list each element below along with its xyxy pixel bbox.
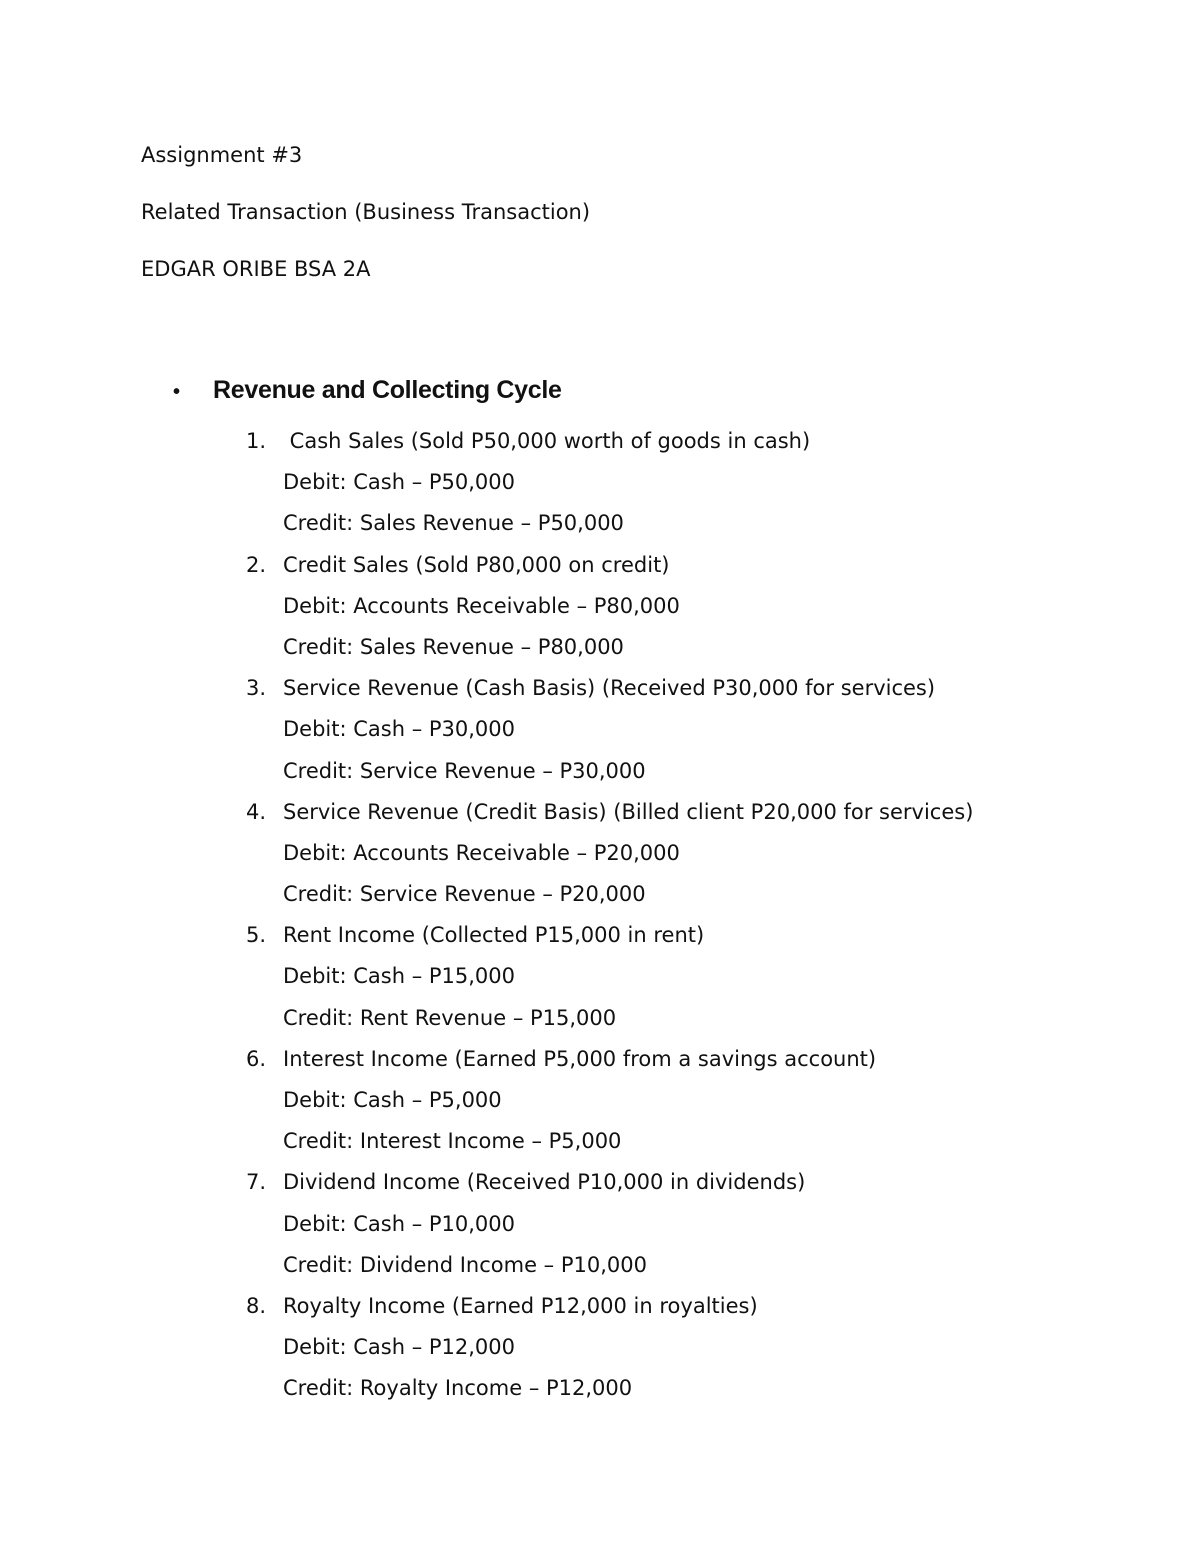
transaction-list — [246, 424, 973, 1413]
transaction-title: Cash Sales (Sold P50,000 worth of goods in cash) — [283, 429, 811, 453]
item-number: 7. — [246, 1170, 267, 1195]
transaction-item — [246, 795, 973, 919]
item-number: 6. — [246, 1046, 267, 1071]
debit-entry: Debit: Cash – P15,000 — [283, 964, 516, 989]
credit-entry: Credit: Rent Revenue – P15,000 — [283, 1005, 617, 1030]
item-number: 4. — [246, 799, 267, 824]
debit-entry: Debit: Cash – P10,000 — [283, 1211, 516, 1236]
debit-entry: Debit: Cash – P5,000 — [283, 1088, 502, 1112]
bullet-icon: • — [173, 381, 180, 403]
assignment-title: Assignment #3 — [141, 143, 303, 167]
section-heading — [173, 374, 562, 408]
credit-entry: Credit: Service Revenue – P30,000 — [283, 758, 646, 783]
debit-entry: Debit: Accounts Receivable – P20,000 — [283, 840, 680, 865]
transaction-title: Service Revenue (Cash Basis) (Received P30,000 for services) — [283, 676, 936, 701]
debit-entry: Debit: Accounts Receivable – P80,000 — [283, 593, 680, 618]
transaction-item — [246, 548, 973, 672]
transaction-item — [246, 1042, 973, 1166]
debit-entry: Debit: Cash – P50,000 — [283, 470, 516, 495]
debit-entry: Debit: Cash – P12,000 — [283, 1335, 516, 1360]
transaction-title: Interest Income (Earned P5,000 from a savings account) — [283, 1046, 877, 1071]
transaction-title: Service Revenue (Credit Basis) (Billed client P20,000 for services) — [283, 799, 974, 824]
item-number: 1. — [246, 429, 267, 453]
author-line: EDGAR ORIBE BSA 2A — [141, 257, 371, 281]
assignment-subtitle: Related Transaction (Business Transaction) — [141, 200, 591, 224]
transaction-title: Royalty Income (Earned P12,000 in royalties) — [283, 1293, 758, 1318]
item-number: 2. — [246, 552, 267, 577]
credit-entry: Credit: Sales Revenue – P80,000 — [283, 634, 624, 659]
transaction-title: Dividend Income (Received P10,000 in dividends) — [283, 1170, 806, 1195]
credit-entry: Credit: Royalty Income – P12,000 — [283, 1376, 633, 1401]
transaction-item — [246, 424, 973, 548]
credit-entry: Credit: Sales Revenue – P50,000 — [283, 511, 624, 536]
section-heading-text: Revenue and Collecting Cycle — [213, 376, 562, 404]
transaction-item — [246, 671, 973, 795]
debit-entry: Debit: Cash – P30,000 — [283, 717, 516, 742]
transaction-item — [246, 1289, 973, 1413]
transaction-item — [246, 1165, 973, 1289]
credit-entry: Credit: Service Revenue – P20,000 — [283, 882, 646, 907]
item-number: 5. — [246, 923, 267, 948]
transaction-title: Credit Sales (Sold P80,000 on credit) — [283, 552, 670, 577]
credit-entry: Credit: Dividend Income – P10,000 — [283, 1252, 648, 1277]
item-number: 8. — [246, 1293, 267, 1318]
transaction-title: Rent Income (Collected P15,000 in rent) — [283, 923, 705, 948]
transaction-item — [246, 918, 973, 1042]
credit-entry: Credit: Interest Income – P5,000 — [283, 1129, 622, 1154]
item-number: 3. — [246, 676, 267, 701]
